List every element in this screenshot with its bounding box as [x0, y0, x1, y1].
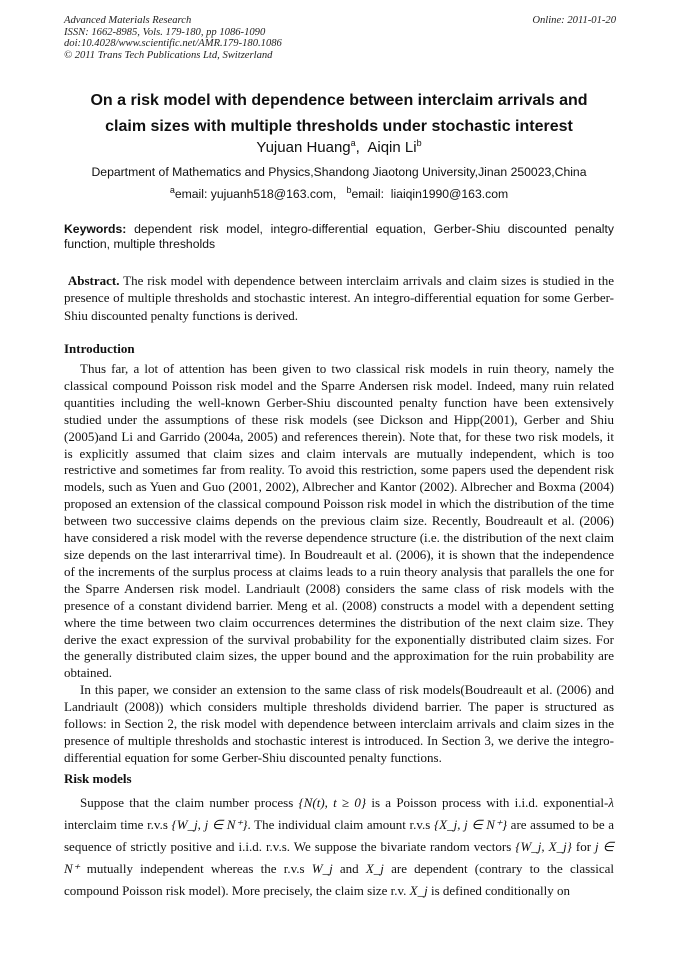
rm-text-1: Suppose that the claim number process — [80, 795, 299, 810]
rm-math-5: {W_j, X_j} — [515, 839, 572, 854]
introduction-paragraph-2: In this paper, we consider an extension to the same class of risk models(Boudreault et al. (2006) and Landriault (2008)) which considers multiple thresholds dividend barrier. The paper is structured as follows: in Section 2, the risk model with dependence between interclaim arrivals and claim sizes in the presence of multiple thresholds and stochastic interest is introduced. In Section 3, we derive the integro-differential equation for some Gerber-Shiu discounted penalty functions. — [64, 682, 614, 765]
rm-text-5: are assumed to be a sequence of strictly positive and i.i.d. r.v.s. We suppose the bivariate random vectors — [64, 817, 615, 854]
keywords — [64, 222, 614, 252]
rm-math-6: j ∈ N⁺ — [64, 839, 614, 876]
rm-text-10: is defined conditionally on — [427, 883, 570, 898]
email-b-sup: b — [346, 185, 352, 195]
rm-text-3: interclaim time r.v.s — [64, 817, 172, 832]
affiliation: Department of Mathematics and Physics,Shandong Jiaotong University,Jinan 250023,China — [91, 165, 587, 179]
introduction-paragraph-1: Thus far, a lot of attention has been given to two classical risk models in ruin theory, namely the classical compound Poisson risk model and the Sparre Andersen risk model. Indeed, many ruin related quantities including the well-known Gerber-Shiu discounted penalty function have been extensively studied under the assumptions of these risk models (see Dickson and Hipp(2001), Gerber and Shiu (2005)and Li and Garrido (2004a, 2005) and references therein). Note that, for these two risk models, it is explicitly assumed that claim sizes and claim intervals are mutually independent, which is too restrictive and sometimes far from reality. To avoid this restriction, some papers used the dependent risk models, such as Yuen and Guo (2001, 2002), Albrecher and Kantor (2002). Albrecher and Boxma (2004) proposed an extension of the classical compound Poisson risk model in which the distribution of the time between two successive claims depends on the previous claim size. Recently, Boudreault et al. (2006) have considered a risk model with the reverse dependence structure (i.e. the distribution of the next claim size depends on the last interarrival time). In Boudreault et al. (2006), it is shown that the independence of the increments of the surplus process at claims leads to a ruin theory analysis that parallels the one for the Sparre Andersen risk model. Landriault (2008) considers the same class of risk models with the presence of a constant dividend barrier. Meng et al. (2008) constructs a model with a dependent setting where the time between two claim occurrences determines the distribution of the next claim size. They derive the exact expression of the survival probability for the exponentially distributed claim sizes. For the generally distributed claim sizes, the upper bound and the approximation for the ruin probability are obtained. — [64, 361, 614, 681]
rm-math-8: X_j — [365, 861, 384, 876]
risk-models-body — [64, 792, 614, 902]
rm-text-6: for — [571, 839, 596, 854]
keywords-label: Keywords: — [64, 222, 127, 236]
rm-math-7: W_j — [311, 861, 333, 876]
journal-doi: doi:10.4028/www.scientific.net/AMR.179-180.1086 — [64, 38, 282, 50]
paper-title — [40, 88, 638, 140]
author-separator: , — [355, 139, 368, 156]
email-a: email: yujuanh518@163.com, — [174, 187, 337, 202]
risk-models-heading: Risk models — [64, 771, 132, 786]
rm-text-7: mutually independent whereas the r.v.s — [79, 861, 312, 876]
abstract — [64, 272, 614, 324]
rm-text-8: and — [332, 861, 366, 876]
abstract-label: Abstract. — [67, 273, 120, 288]
journal-header — [64, 15, 282, 61]
introduction-heading: Introduction — [64, 341, 135, 356]
risk-models-paragraph — [64, 792, 614, 902]
abstract-text: The risk model with dependence between interclaim arrivals and claim sizes is studied in the presence of multiple thresholds and stochastic interest. An integro-differential equation for some Gerber-Shiu discounted penalty functions is derived. — [64, 273, 615, 323]
author-1-sup: a — [350, 138, 356, 148]
rm-math-1: {N(t), t ≥ 0} — [298, 795, 367, 810]
author-emails — [0, 185, 678, 201]
rm-math-9: X_j — [409, 883, 428, 898]
introduction-body — [64, 361, 614, 767]
rm-math-2: λ — [608, 795, 614, 810]
rm-text-9: are dependent (contrary to the classical compound Poisson risk model). More precisely, the claim size r.v. — [64, 861, 614, 898]
journal-copyright: © 2011 Trans Tech Publications Ltd, Switzerland — [64, 49, 273, 61]
title-line-1: On a risk model with dependence between interclaim arrivals and — [90, 92, 588, 109]
email-b: email: liaiqin1990@163.com — [351, 187, 509, 202]
author-2-sup: b — [416, 138, 422, 148]
author-list — [0, 138, 678, 156]
online-date: Online: 2011-01-20 — [532, 15, 616, 26]
rm-text-2: is a Poisson process with i.i.d. exponential- — [366, 795, 609, 810]
title-line-2: claim sizes with multiple thresholds under stochastic interest — [105, 118, 573, 135]
email-a-sup: a — [169, 185, 175, 195]
keywords-text: dependent risk model, integro-differential equation, Gerber-Shiu discounted penalty function, multiple thresholds — [64, 222, 614, 251]
rm-math-4: {X_j, j ∈ N⁺} — [433, 817, 508, 832]
rm-text-4: . The individual claim amount r.v.s — [247, 817, 434, 832]
journal-name: Advanced Materials Research — [64, 15, 192, 26]
author-2: Aiqin Li — [367, 139, 417, 156]
author-1: Yujuan Huang — [256, 139, 351, 156]
journal-issn: ISSN: 1662-8985, Vols. 179-180, pp 1086-1090 — [64, 26, 266, 38]
rm-math-3: {W_j, j ∈ N⁺} — [171, 817, 248, 832]
